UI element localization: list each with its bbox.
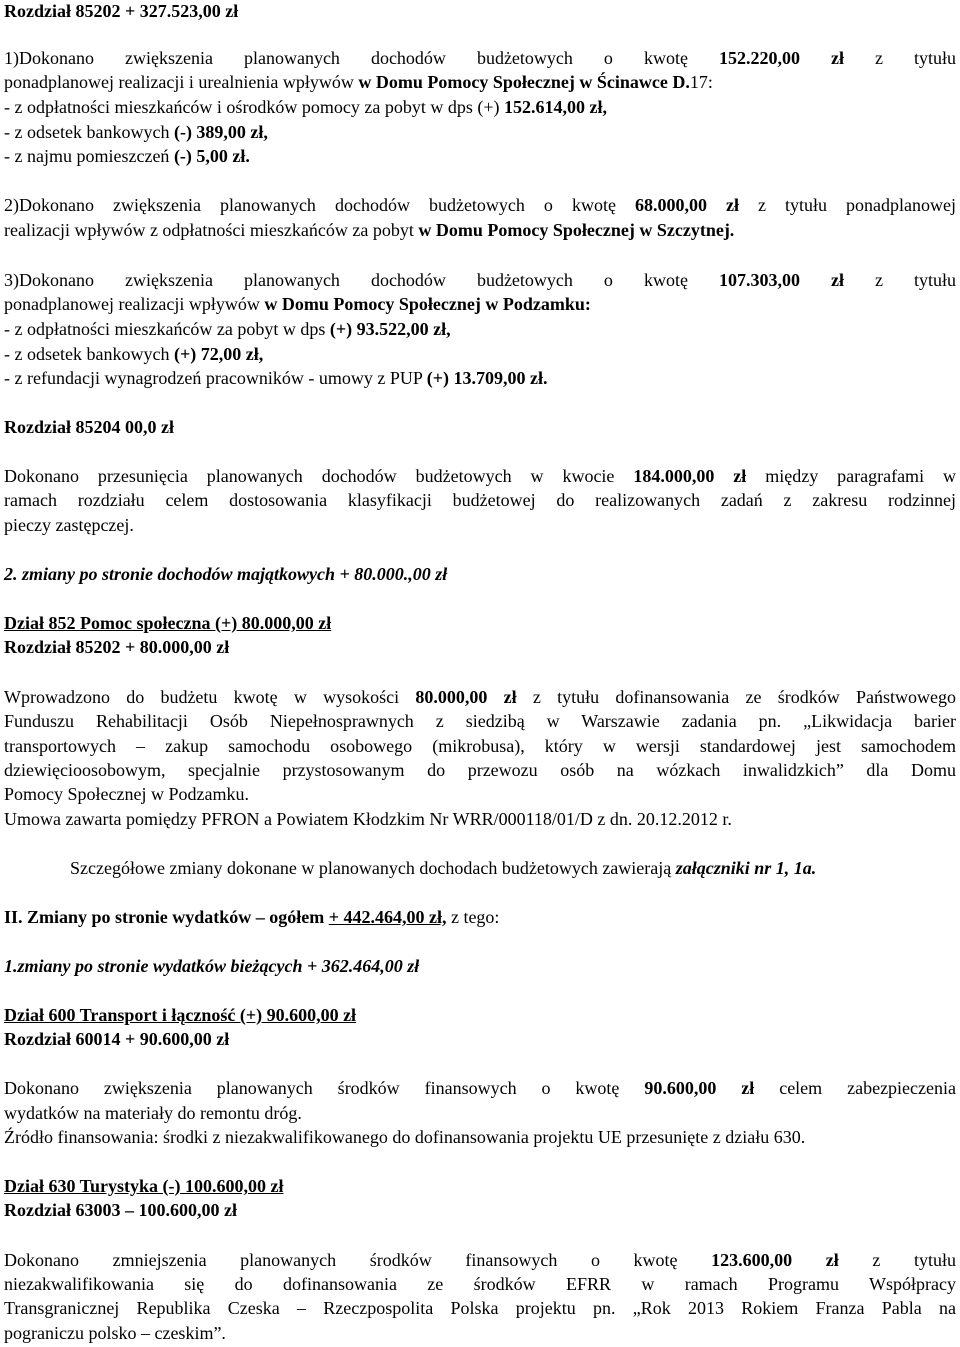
paragraph-line: pieczy zastępczej. bbox=[4, 515, 134, 535]
section-heading: Dział 600 Transport i łączność (+) 90.600,00 zł bbox=[4, 1005, 357, 1025]
list-item: - z odsetek bankowych (+) 72,00 zł, bbox=[4, 344, 264, 364]
paragraph-line: Pomocy Społecznej w Podzamku. bbox=[4, 784, 249, 804]
subsection-heading: 2. zmiany po stronie dochodów majątkowych + 80.000.,00 zł bbox=[4, 564, 448, 584]
list-item: - z odsetek bankowych (-) 389,00 zł, bbox=[4, 122, 268, 142]
paragraph-line: ramach rozdziału celem dostosowania klasyfikacji budżetowej do realizowanych zadań z zakresu rodzinnej bbox=[4, 490, 956, 510]
paragraph-line: realizacji wpływów z odpłatności mieszkańców za pobyt w Domu Pomocy Społecznej w Szczytnej. bbox=[4, 220, 735, 240]
section-heading: Rozdział 63003 – 100.600,00 zł bbox=[4, 1200, 237, 1220]
paragraph-line: Dokonano zwiększenia planowanych środków finansowych o kwotę 90.600,00 zł celem zabezpieczenia bbox=[4, 1078, 957, 1098]
part-heading: II. Zmiany po stronie wydatków – ogółem + 442.464,00 zł, z tego: bbox=[4, 907, 500, 927]
paragraph-line: pograniczu polsko – czeskim”. bbox=[4, 1323, 226, 1343]
list-item: - z odpłatności mieszkańców za pobyt w dps (+) 93.522,00 zł, bbox=[4, 319, 451, 339]
paragraph-line: Źródło finansowania: środki z niezakwalifikowanego do dofinansowania projektu UE przesunięte z działu 630. bbox=[4, 1127, 806, 1147]
paragraph-line: Funduszu Rehabilitacji Osób Niepełnosprawnych z siedzibą w Warszawie zadania pn. „Likwidacja barier bbox=[4, 711, 956, 731]
section-heading: Rozdział 85202 + 80.000,00 zł bbox=[4, 637, 230, 657]
section-heading: Rozdział 60014 + 90.600,00 zł bbox=[4, 1029, 230, 1049]
paragraph-line: 1)Dokonano zwiększenia planowanych dochodów budżetowych o kwotę 152.220,00 zł z tytułu bbox=[4, 48, 956, 68]
paragraph-line: Transgranicznej Republika Czeska – Rzeczpospolita Polska projektu pn. „Rok 2013 Rokiem Franza Pabla na bbox=[4, 1298, 956, 1318]
section-heading: Dział 630 Turystyka (-) 100.600,00 zł bbox=[4, 1176, 284, 1196]
paragraph-line: dziewięcioosobowym, specjalnie przystosowanym do przewozu osób na wózkach inwalidzkich” dla Domu bbox=[4, 760, 956, 780]
section-heading: Rozdział 85202 + 327.523,00 zł bbox=[4, 1, 239, 21]
paragraph-line: niezakwalifikowania się do dofinansowania ze środków EFRR w ramach Programu Współpracy bbox=[4, 1274, 956, 1294]
list-item: - z odpłatności mieszkańców i ośrodków pomocy za pobyt w dps (+) 152.614,00 zł, bbox=[4, 97, 608, 117]
paragraph-line: Dokonano przesunięcia planowanych dochodów budżetowych w kwocie 184.000,00 zł między paragrafami w bbox=[4, 466, 956, 486]
paragraph-line: wydatków na materiały do remontu dróg. bbox=[4, 1103, 302, 1123]
paragraph-line: 3)Dokonano zwiększenia planowanych dochodów budżetowych o kwotę 107.303,00 zł z tytułu bbox=[4, 270, 956, 290]
paragraph-line: Dokonano zmniejszenia planowanych środków finansowych o kwotę 123.600,00 zł z tytułu bbox=[4, 1250, 956, 1270]
paragraph-line: ponadplanowej realizacji i urealnienia wpływów w Domu Pomocy Społecznej w Ścinawce D.17: bbox=[4, 72, 713, 92]
paragraph-line: Szczegółowe zmiany dokonane w planowanych dochodach budżetowych zawierają załączniki nr 1, 1a. bbox=[70, 858, 817, 878]
subsection-heading: 1.zmiany po stronie wydatków bieżących + 362.464,00 zł bbox=[4, 956, 420, 976]
list-item: - z najmu pomieszczeń (-) 5,00 zł. bbox=[4, 146, 250, 166]
section-heading: Rozdział 85204 00,0 zł bbox=[4, 417, 174, 437]
list-item: - z refundacji wynagrodzeń pracowników - umowy z PUP (+) 13.709,00 zł. bbox=[4, 368, 548, 388]
section-heading: Dział 852 Pomoc społeczna (+) 80.000,00 zł bbox=[4, 613, 332, 633]
paragraph-line: 2)Dokonano zwiększenia planowanych dochodów budżetowych o kwotę 68.000,00 zł z tytułu ponadplanowej bbox=[4, 195, 956, 215]
paragraph-line: transportowych – zakup samochodu osobowego (mikrobusa), który w wersji standardowej jest samochodem bbox=[4, 736, 956, 756]
paragraph-line: Wprowadzono do budżetu kwotę w wysokości 80.000,00 zł z tytułu dofinansowania ze środków Państwowego bbox=[4, 687, 956, 707]
paragraph-line: ponadplanowej realizacji wpływów w Domu Pomocy Społecznej w Podzamku: bbox=[4, 294, 591, 314]
paragraph-line: Umowa zawarta pomiędzy PFRON a Powiatem Kłodzkim Nr WRR/000118/01/D z dn. 20.12.2012 r. bbox=[4, 809, 732, 829]
